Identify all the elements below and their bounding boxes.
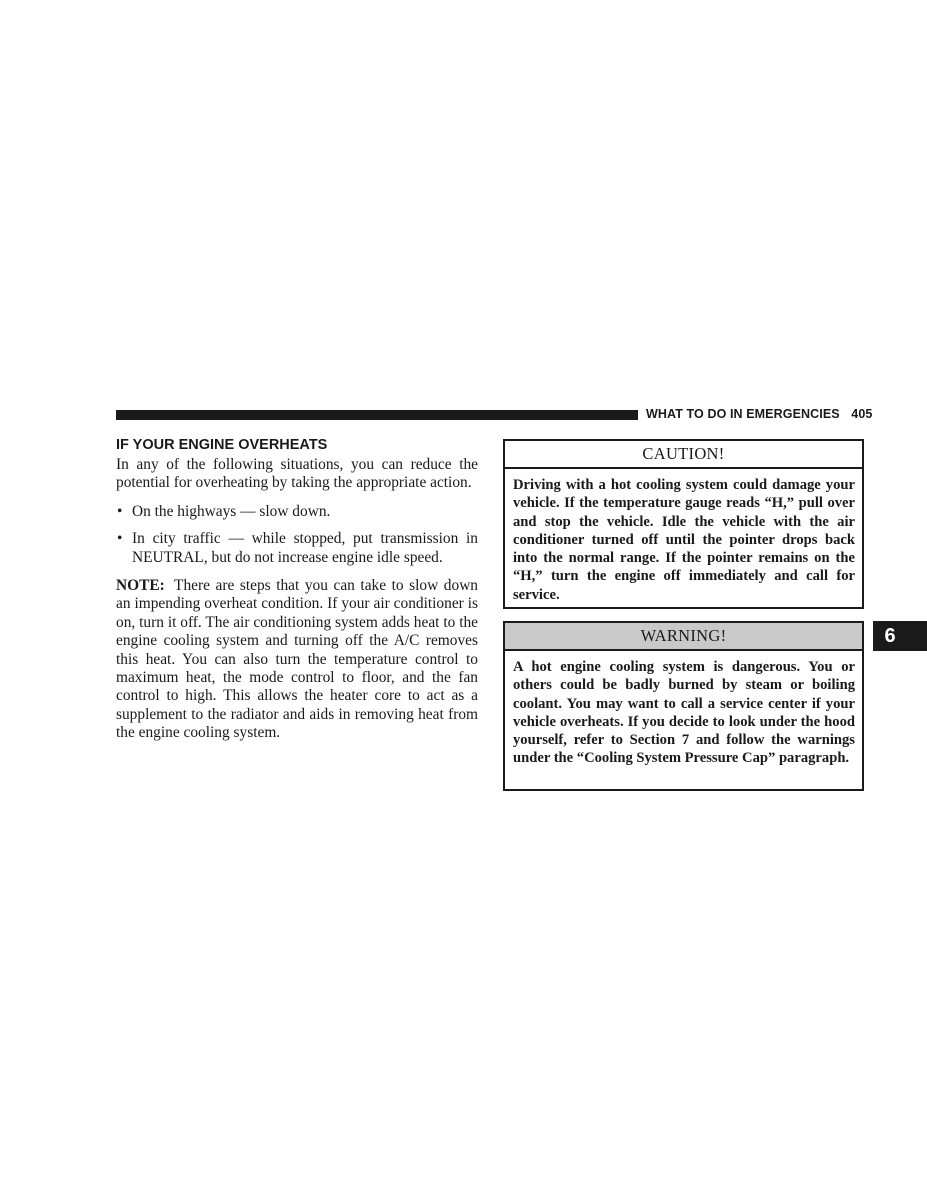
header-rule <box>116 410 638 420</box>
list-item <box>116 503 478 521</box>
intro-paragraph: In any of the following situations, you can reduce the potential for overheating by taking the appropriate action. <box>116 456 478 492</box>
note-label: NOTE: <box>116 577 165 595</box>
list-item-text: In city traffic — while stopped, put transmission in NEUTRAL, but do not increase engine idle speed. <box>132 530 478 566</box>
section-heading: IF YOUR ENGINE OVERHEATS <box>116 437 328 453</box>
note-text: There are steps that you can take to slow down an impending overheat condition. If your air conditioner is on, turn it off. The air conditioning system adds heat to the engine cooling system and turning off the A/C removes this heat. You can also turn the temperature control to maximum heat, the mode control to floor, and the fan control to high. This allows the heater core to act as a supplement to the radiator and aids in removing heat from the engine cooling system. <box>116 577 478 742</box>
note-paragraph <box>116 577 478 743</box>
bullet-icon: • <box>117 530 123 548</box>
warning-title: WARNING! <box>505 623 862 651</box>
list-item <box>116 530 478 567</box>
warning-box <box>503 621 864 791</box>
caution-box <box>503 439 864 609</box>
caution-title: CAUTION! <box>505 441 862 469</box>
caution-text: Driving with a hot cooling system could damage your vehicle. If the temperature gauge reads “H,” pull over and stop the vehicle. Idle the vehicle with the air conditioner turned off until the pointer drops back into the normal range. If the pointer remains on the “H,” turn the engine off immediately and call for service. <box>513 477 855 603</box>
warning-text: A hot engine cooling system is dangerous. You or others could be badly burned by steam or boiling coolant. You may want to call a service center if your vehicle overheats. If you decide to look under the hood yourself, refer to Section 7 and follow the warnings under the “Cooling System Pressure Cap” paragraph. <box>513 659 855 767</box>
bullet-icon: • <box>117 502 123 520</box>
left-column <box>116 436 478 743</box>
situation-list <box>116 503 478 567</box>
list-item-text: On the highways — slow down. <box>132 502 331 520</box>
chapter-number: 6 <box>884 625 896 647</box>
header-section-title: WHAT TO DO IN EMERGENCIES <box>646 407 840 421</box>
page-number: 405 <box>851 407 873 421</box>
chapter-tab <box>873 621 927 651</box>
running-header <box>646 407 873 425</box>
